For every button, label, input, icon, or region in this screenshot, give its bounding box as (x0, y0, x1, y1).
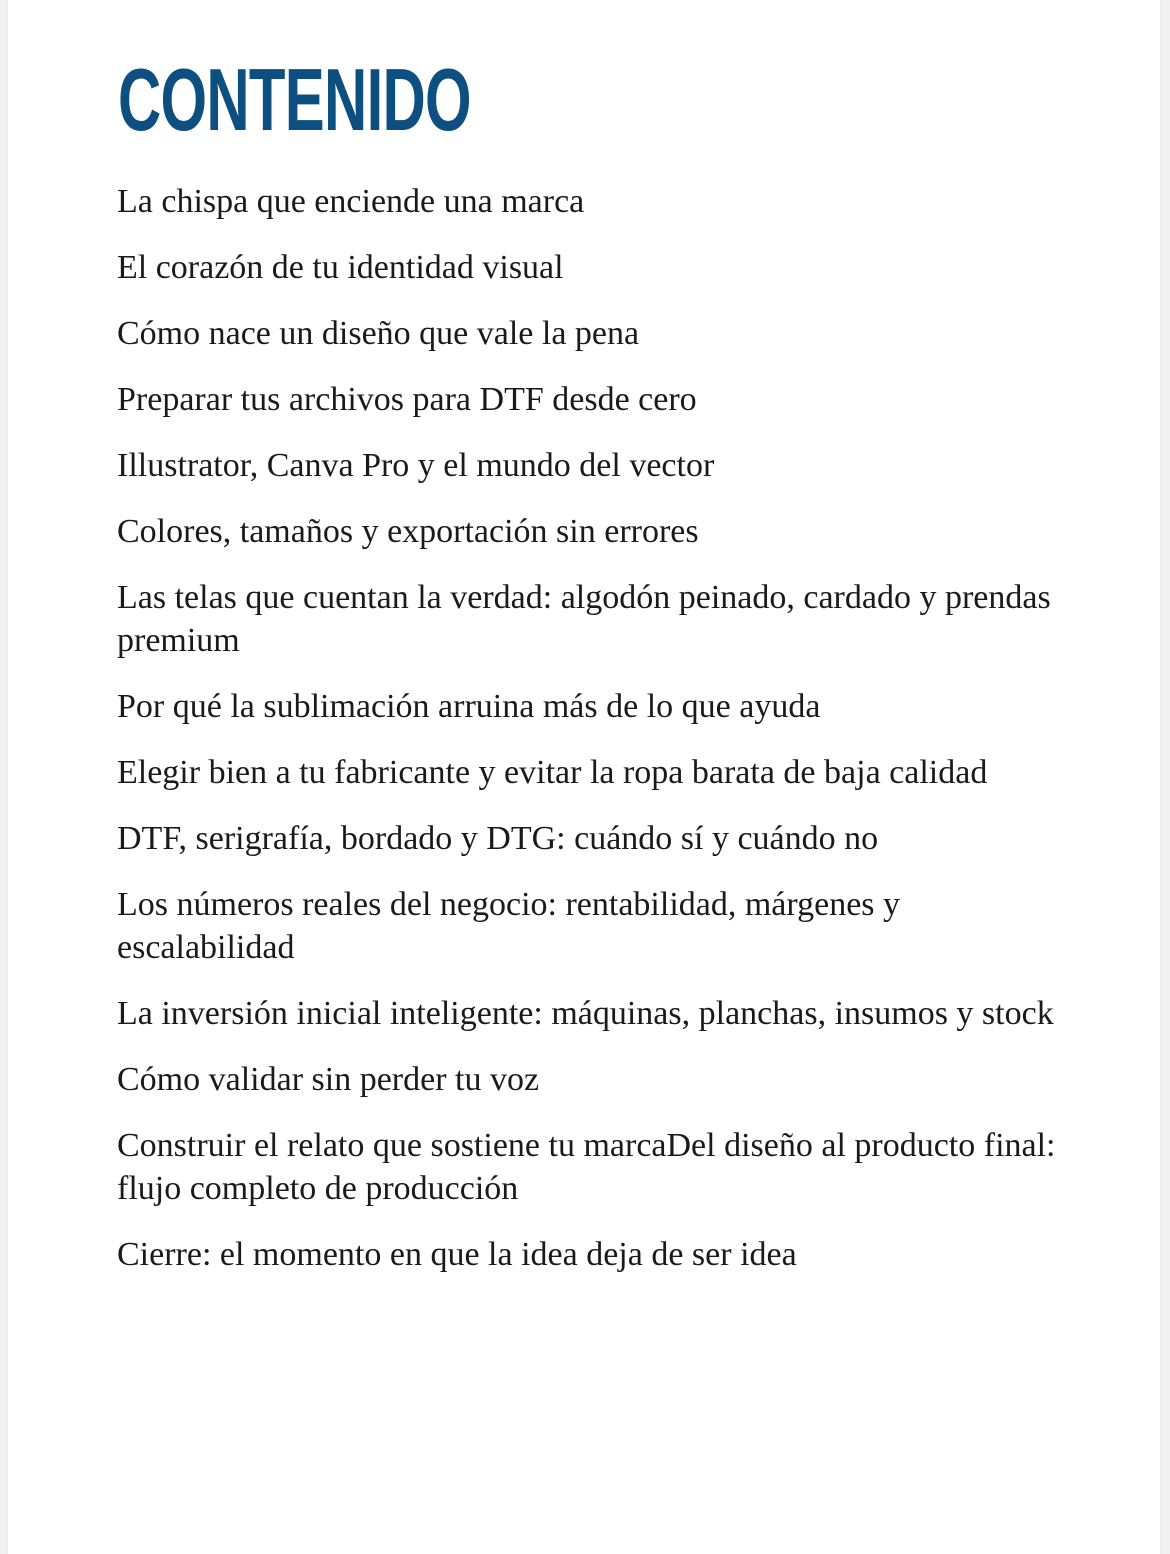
toc-item: Elegir bien a tu fabricante y evitar la ropa barata de baja calidad (117, 754, 988, 791)
page-title: CONTENIDO (118, 50, 471, 149)
toc-item: La chispa que enciende una marca (117, 183, 585, 220)
toc-item: Construir el relato que sostiene tu marcaDel diseño al producto final: flujo completo de producción (117, 1127, 1056, 1207)
toc-item: Las telas que cuentan la verdad: algodón peinado, cardado y prendas premium (117, 579, 1051, 659)
toc-item: Los números reales del negocio: rentabilidad, márgenes y escalabilidad (117, 886, 901, 966)
toc-item: Por qué la sublimación arruina más de lo que ayuda (117, 688, 821, 725)
toc-item: La inversión inicial inteligente: máquinas, planchas, insumos y stock (117, 995, 1054, 1032)
table-of-contents (117, 180, 1067, 1299)
toc-item: Cierre: el momento en que la idea deja de ser idea (117, 1236, 797, 1273)
toc-item: DTF, serigrafía, bordado y DTG: cuándo sí y cuándo no (117, 820, 879, 857)
toc-item: Colores, tamaños y exportación sin errores (117, 513, 699, 550)
toc-item: Cómo nace un diseño que vale la pena (117, 315, 640, 352)
toc-item: Illustrator, Canva Pro y el mundo del vector (117, 447, 715, 484)
document-page (8, 0, 1160, 1554)
toc-item: Preparar tus archivos para DTF desde cero (117, 381, 697, 418)
toc-item: Cómo validar sin perder tu voz (117, 1061, 540, 1098)
toc-item: El corazón de tu identidad visual (117, 249, 564, 286)
